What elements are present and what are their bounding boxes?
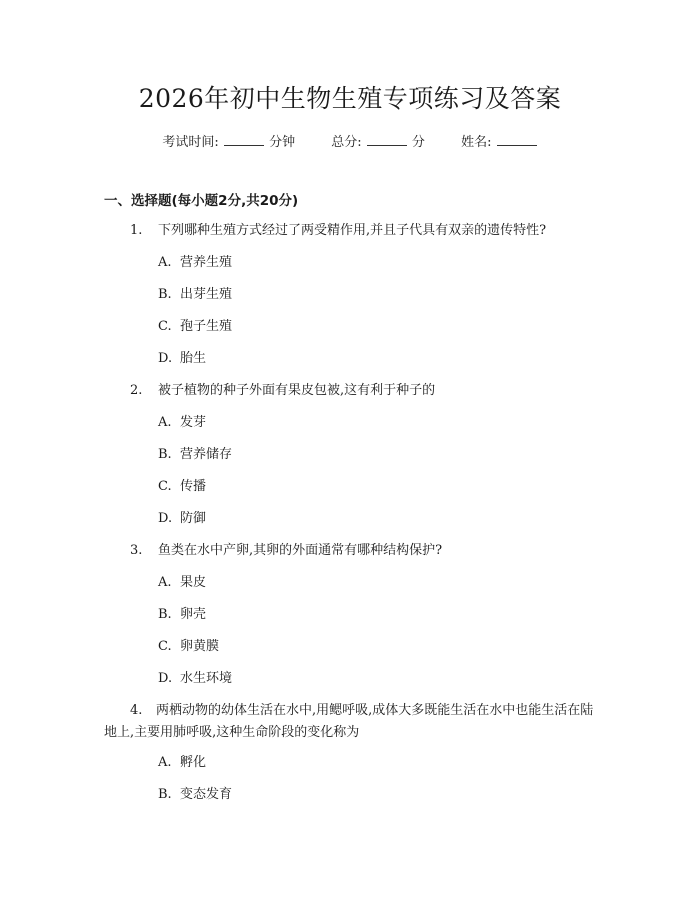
option-text: 传播 bbox=[180, 479, 207, 494]
option-label: B. bbox=[158, 447, 172, 462]
question-3-option-d bbox=[158, 670, 232, 688]
question-1-option-d bbox=[158, 350, 206, 368]
option-label: A. bbox=[158, 415, 172, 430]
option-label: A. bbox=[158, 755, 172, 770]
option-label: D. bbox=[158, 351, 173, 366]
option-text: 孢子生殖 bbox=[180, 319, 233, 334]
option-text: 发芽 bbox=[180, 415, 207, 430]
option-text: 出芽生殖 bbox=[180, 287, 233, 302]
page-title: 2026年初中生物生殖专项练习及答案 bbox=[138, 84, 562, 113]
question-1-option-c bbox=[158, 318, 232, 336]
question-number: 1. bbox=[130, 223, 143, 238]
option-label: D. bbox=[158, 511, 173, 526]
exam-time-blank bbox=[224, 132, 264, 146]
option-text: 防御 bbox=[180, 511, 207, 526]
option-text: 卵壳 bbox=[180, 607, 207, 622]
option-text: 果皮 bbox=[180, 575, 207, 590]
question-2-option-d bbox=[158, 510, 206, 528]
total-score-unit: 分 bbox=[411, 135, 425, 150]
question-text: 两栖动物的幼体生活在水中,用鳃呼吸,成体大多既能生活在水中也能生活在陆地上,主要用肺呼吸,这种生命阶段的变化称为 bbox=[104, 703, 594, 740]
question-4-option-a bbox=[158, 754, 206, 772]
option-label: D. bbox=[158, 671, 173, 686]
question-number: 4. bbox=[130, 703, 143, 718]
question-1 bbox=[130, 222, 546, 240]
question-4-option-b bbox=[158, 786, 232, 804]
question-2-option-b bbox=[158, 446, 232, 464]
option-text: 水生环境 bbox=[180, 671, 233, 686]
option-text: 卵黄膜 bbox=[180, 639, 220, 654]
question-2-option-a bbox=[158, 414, 206, 432]
name-label: 姓名: bbox=[461, 135, 492, 150]
total-score-field bbox=[331, 132, 425, 152]
exam-time-unit: 分钟 bbox=[269, 135, 296, 150]
option-label: B. bbox=[158, 607, 172, 622]
question-1-option-b bbox=[158, 286, 232, 304]
question-1-option-a bbox=[158, 254, 232, 272]
option-text: 胎生 bbox=[180, 351, 207, 366]
exam-info bbox=[0, 132, 700, 152]
question-text: 被子植物的种子外面有果皮包被,这有利于种子的 bbox=[158, 383, 436, 398]
option-label: C. bbox=[158, 319, 172, 334]
option-label: B. bbox=[158, 287, 172, 302]
exam-time-field bbox=[162, 132, 295, 152]
option-text: 营养储存 bbox=[180, 447, 233, 462]
total-score-blank bbox=[367, 132, 407, 146]
section-heading: 一、选择题(每小题2分,共20分) bbox=[104, 193, 299, 209]
question-3-option-c bbox=[158, 638, 219, 656]
question-3-option-b bbox=[158, 606, 206, 624]
total-score-label: 总分: bbox=[331, 135, 362, 150]
name-field bbox=[461, 132, 538, 152]
question-3-option-a bbox=[158, 574, 206, 592]
question-3 bbox=[130, 542, 442, 560]
question-number: 3. bbox=[130, 543, 143, 558]
option-text: 孵化 bbox=[180, 755, 207, 770]
option-label: B. bbox=[158, 787, 172, 802]
question-2 bbox=[130, 382, 435, 400]
option-text: 变态发育 bbox=[180, 787, 233, 802]
question-text: 下列哪种生殖方式经过了两受精作用,并且子代具有双亲的遗传特性? bbox=[158, 223, 547, 238]
option-text: 营养生殖 bbox=[180, 255, 233, 270]
option-label: C. bbox=[158, 479, 172, 494]
exam-time-label: 考试时间: bbox=[162, 135, 219, 150]
question-number: 2. bbox=[130, 383, 143, 398]
name-blank bbox=[497, 132, 537, 146]
question-2-option-c bbox=[158, 478, 206, 496]
question-4 bbox=[104, 700, 600, 744]
question-text: 鱼类在水中产卵,其卵的外面通常有哪种结构保护? bbox=[158, 543, 443, 558]
option-label: A. bbox=[158, 575, 172, 590]
option-label: C. bbox=[158, 639, 172, 654]
option-label: A. bbox=[158, 255, 172, 270]
